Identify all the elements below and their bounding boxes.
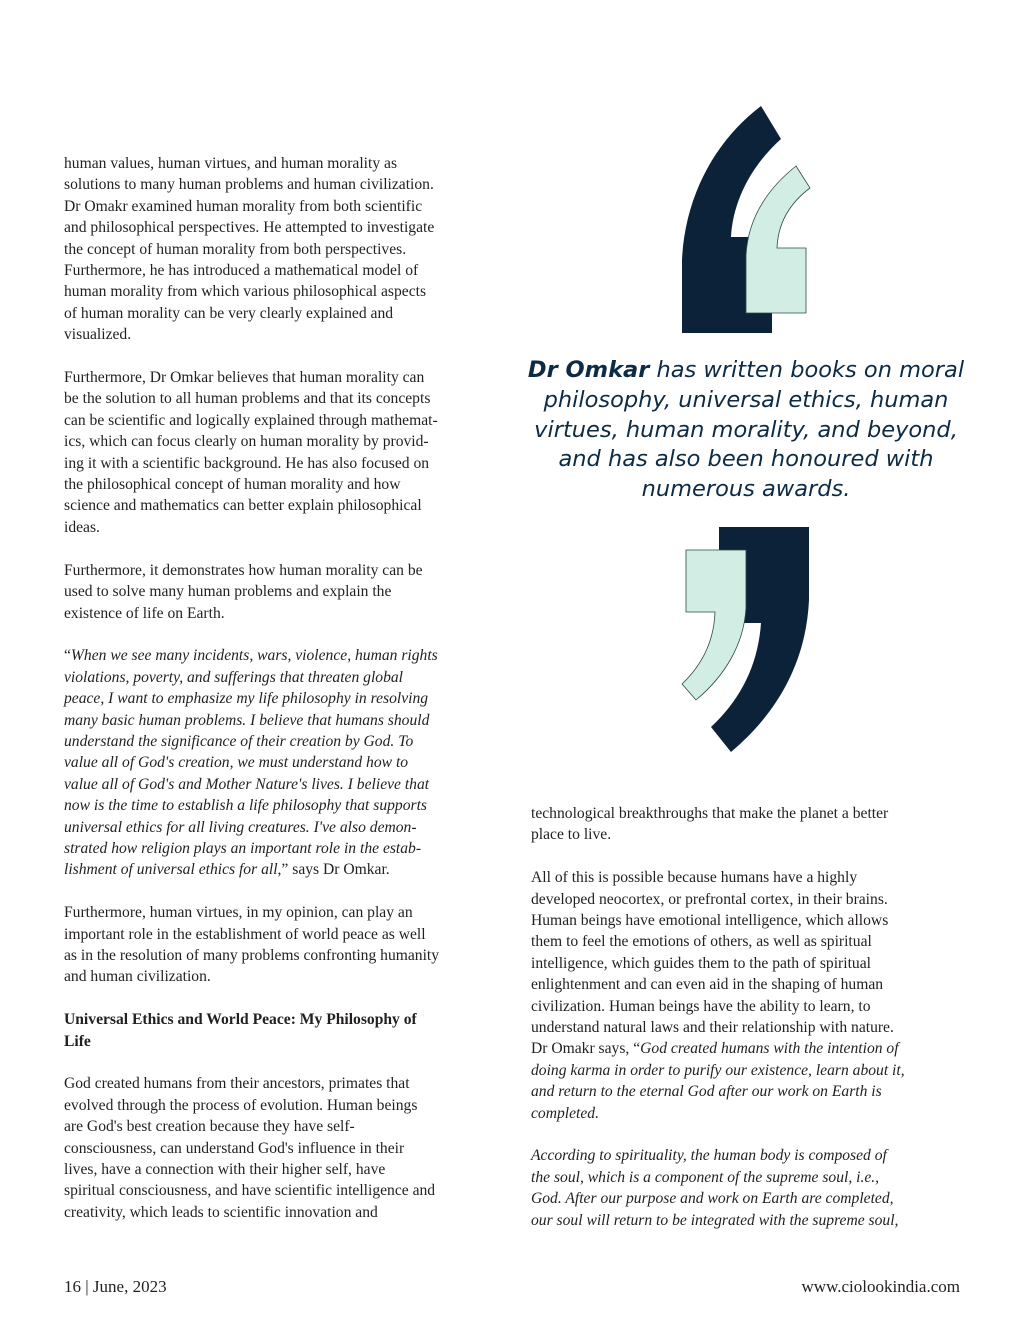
quote-attribution: ,” says Dr Omkar. (277, 861, 390, 879)
paragraph-2: Furthermore, Dr Omkar believes that human morality can be the solution to all human problems and that its concepts can be scientific and logically explained through mathemat- ics, which can focus clearly on human morality by provid- ing it with a scientific background. He has also focused on the philosophical concept of human morality and how science and mathematics can better explain philosophical ideas. (64, 369, 438, 536)
left-column (64, 153, 494, 1245)
closing-quote-mark-icon (680, 524, 812, 756)
paragraph-6: God created humans from their ancestors, primates that evolved through the process of evolution. Human beings are God's best creation because they have self- consciousness, can understand God's influence in their lives, have a connection with their higher self, have spiritual consciousness, and have scientific intelligence and creativity, which leads to scientific innovation and (64, 1075, 436, 1221)
quote-paragraph: “When we see many incidents, wars, violence, human rights violations, poverty, and sufferings that threaten global peace, I want to emphasize my life philosophy in resolving many basic human problems. I believe that humans should understand the significance of their creation by God. To value all of God's creation, we must understand how to value all of God's and Mother Nature's lives. I believe that now is the time to establish a life philosophy that supports universal ethics for all living creatures. I've also demon- strated how religion plays an important role in the estab- lishment of universal ethics for all,” says Dr Omkar. (64, 647, 438, 879)
right-column (531, 803, 961, 1252)
right-paragraph-3: According to spirituality, the human body is composed of the soul, which is a component of the supreme soul, i.e., God. After our purpose and work on Earth are completed, our soul will return to be integrated with the supreme soul, (531, 1147, 899, 1229)
paragraph-3: Furthermore, it demonstrates how human morality can be used to solve many human problems and explain the existence of life on Earth. (64, 561, 423, 622)
section-heading: Universal Ethics and World Peace: My Philosophy of Life (64, 1011, 417, 1050)
right-paragraph-2: All of this is possible because humans have a highly developed neocortex, or prefrontal cortex, in their brains. Human beings have emotional intelligence, which allows them to feel the emotions of others, as well as spiritual intelligence, which guides them to the path of spiritual enlightenment and can even aid in the shaping of human civilization. Human beings have the ability to learn, to understand natural laws and their relationship with nature. Dr Omakr says, “God created humans with the intention of doing karma in order to purify our existence, learn about it, and return to the eternal God after our work on Earth is completed. (531, 869, 905, 1122)
page-number: 16 | June, 2023 (64, 1277, 167, 1296)
pull-quote-author: Dr Omkar (527, 357, 650, 383)
right-paragraph-1: technological breakthroughs that make the planet a better place to live. (531, 805, 889, 844)
opening-quote-mark-icon (676, 104, 816, 340)
pull-quote-text: has written books on moral philosophy, universal ethics, human virtues, human morality, and beyond, and has also been honoured with numerous awards. (534, 357, 965, 503)
website-url: www.ciolookindia.com (801, 1277, 960, 1296)
open-quote-mark: “ (64, 647, 71, 665)
pull-quote (526, 356, 966, 505)
paragraph-5: Furthermore, human virtues, in my opinion, can play an important role in the establishment of world peace as well as in the resolution of many problems confronting humanity and human civilization. (64, 904, 440, 986)
paragraph-1: human values, human virtues, and human morality as solutions to many human problems and human civilization. Dr Omakr examined human morality from both scientific and philosophical perspectives. He attempted to investigate the concept of human morality from both perspectives. Furthermore, he has introduced a mathematical model of human morality from which various philosophical aspects of human morality can be very clearly explained and visualized. (64, 155, 435, 344)
